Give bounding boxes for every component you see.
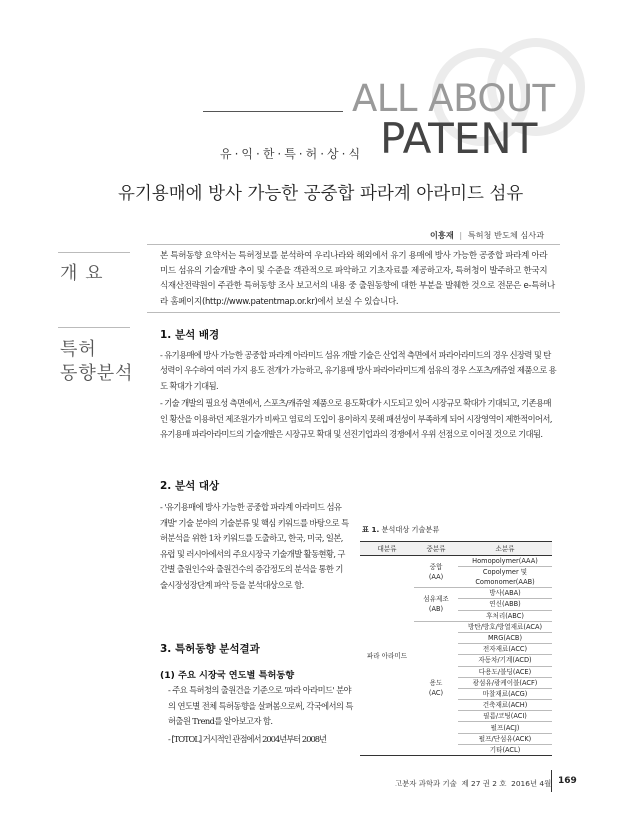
heading-analysis-background: 1. 분석 배경	[160, 329, 220, 341]
overview-text-rule	[147, 244, 560, 245]
table-caption-prefix: 표 1.	[362, 525, 380, 534]
table-cell-sub: 연신(ABB)	[458, 599, 552, 610]
heading-patent-trend-results: 3. 특허동향 분석결과	[160, 643, 260, 655]
table-header-sub: 소분류	[458, 542, 552, 556]
table-header-row	[360, 542, 552, 556]
table-cell-sub: 후처리(ABC)	[458, 610, 552, 621]
article-title: 유기용매에 방사 가능한 공중합 파라계 아라미드 섬유	[118, 184, 524, 204]
footer-journal: 고분자 과학과 기술 제 27 권 2 호 2016년 4월	[395, 779, 552, 788]
table-cell-sub: 방탄/방호/방열재료(ACA)	[458, 621, 552, 632]
result-paragraph-1: - 주요 특허청의 출원건을 기준으로 '파라 아라미드' 분야의 연도별 전체 특허동향을 살펴봄으로써, 각국에서의 특허출원 Trend를 알아보고자 함.	[168, 685, 353, 727]
author-affiliation: 특허청 반도체 심사과	[467, 230, 545, 240]
background-paragraph-2: - 기술 개발의 필요성 측면에서, 스포츠/캐쥬얼 제품으로 용도확대가 시도되고 있어 시장규모 확대가 기대되고, 기존용매인 황산을 이용하던 제조원가가 비싸고 염료의 도입이 용이하지 못해 패션성이 부족하게 되어 시장영역이 제한적이어서, 유기용매 파라아라미드의 기술개발은 시장규모 확대 및 선진기업과의 경쟁에서 우위 선점으로 이어질 것으로 기대됨.	[160, 398, 552, 440]
table-cell-sub: 광섬유/광케이블(ACF)	[458, 677, 552, 688]
table-cell-major: 파라 아라미드	[360, 556, 414, 756]
table-cell-sub: 전자재료(ACC)	[458, 644, 552, 655]
classification-table	[360, 541, 552, 756]
table-cell-mid-ac: 용도 (AC)	[414, 621, 458, 755]
table-caption	[362, 525, 439, 535]
author-name: 이흥재	[430, 230, 454, 240]
analysis-label-line-2: 동향분석	[60, 363, 134, 384]
result-paragraphs	[168, 683, 354, 749]
page-number: 169	[558, 776, 577, 786]
target-paragraph: - '유기용매에 방사 가능한 공중합 파라계 아라미드 섬유 개발' 기술 분야의 기술분류 및 핵심 키워드를 바탕으로 특허분석을 위한 1차 키워드를 도출하고, 한국, 미국, 일본, 유럽 및 러시아에서의 주요시장국 기술개발 활동현황, 구간별 출원인수와 출원건수의 증감정도의 분석을 통한 기술시장성장단계 파악 등을 분석대상으로 함.	[160, 502, 349, 590]
table-cell-sub: 기타(ACL)	[458, 744, 552, 755]
analysis-label-line-1: 특허	[60, 339, 97, 360]
result-paragraph-2: - [TOTOL] 거시적인 관점에서 2004년부터 2008년	[168, 733, 327, 744]
table-cell-sub: 필름/코팅(ACI)	[458, 711, 552, 722]
overview-label-rule	[58, 252, 130, 253]
table-cell-sub: 건축재료(ACH)	[458, 700, 552, 711]
heading-analysis-target: 2. 분석 대상	[160, 480, 220, 492]
heading-yearly-trend: (1) 주요 시장국 연도별 특허동향	[160, 670, 295, 681]
analysis-label	[60, 338, 134, 386]
background-paragraphs	[160, 348, 558, 444]
brand-line-1: ALL ABOUT	[352, 77, 555, 120]
table-cell-mid-aa: 중합 (AA)	[414, 556, 458, 588]
table-cell-sub: 방사(ABA)	[458, 588, 552, 599]
overview-paragraph: 본 특허동향 요약서는 특허정보를 분석하여 우리나라와 해외에서 유기 용매에 방사 가능한 공중합 파라계 아라미드 섬유의 기술개발 추이 및 수준을 객관적으로 파악하고 기초자료를 제공하고자, 특허청이 발주하고 한국지식재산전략원이 주관한 특허동향 조사 보고서의 내용 중 출원동향에 대한 부분을 발췌한 것으로 전문은 e-특허나라 홈페이지(http://www.patentmap.or.kr)에서 보실 수 있습니다.	[160, 251, 555, 307]
table-cell-sub: 펄프(ACJ)	[458, 722, 552, 733]
table-row	[360, 556, 552, 567]
table-header-major: 대분류	[360, 542, 414, 556]
series-label: 유·익·한·특·허·상·식	[220, 147, 364, 161]
footer-separator	[551, 770, 552, 792]
analysis-label-rule	[58, 327, 130, 328]
author-line	[430, 230, 544, 241]
table-cell-sub: MRG(ACB)	[458, 632, 552, 643]
table-cell-sub: Homopolymer(AAA)	[458, 556, 552, 567]
table-cell-mid-ab: 섬유제조 (AB)	[414, 588, 458, 622]
table-cell-sub: 펄프/단섬유(ACK)	[458, 733, 552, 744]
overview-end-rule	[147, 312, 560, 313]
table-header-mid: 중분류	[414, 542, 458, 556]
table-cell-sub: Copolymer 및 Comonomer(AAB)	[458, 567, 552, 588]
table-caption-text: 분석대상 기술분류	[381, 525, 440, 534]
header-rule	[203, 111, 343, 112]
table-cell-sub: 마찰재료(ACG)	[458, 688, 552, 699]
table-cell-sub: 다용도/블딩(ACE)	[458, 666, 552, 677]
author-separator: |	[459, 230, 463, 240]
overview-label: 개 요	[60, 263, 104, 284]
background-paragraph-1: - 유기용매에 방사 가능한 공중합 파라계 아라미드 섬유 개발 기술은 산업적 측면에서 파라아라미드의 경우 신장력 및 탄성력이 우수하여 여러 가지 용도 전개가 가능하고, 유기용매 방사 파라아라미드계 섬유의 경우 스포츠/캐쥬얼 제품으로 용도 확대가 기대됨.	[160, 350, 557, 391]
brand-line-2: PATENT	[380, 114, 538, 163]
table-cell-sub: 자동차/기계(ACD)	[458, 655, 552, 666]
